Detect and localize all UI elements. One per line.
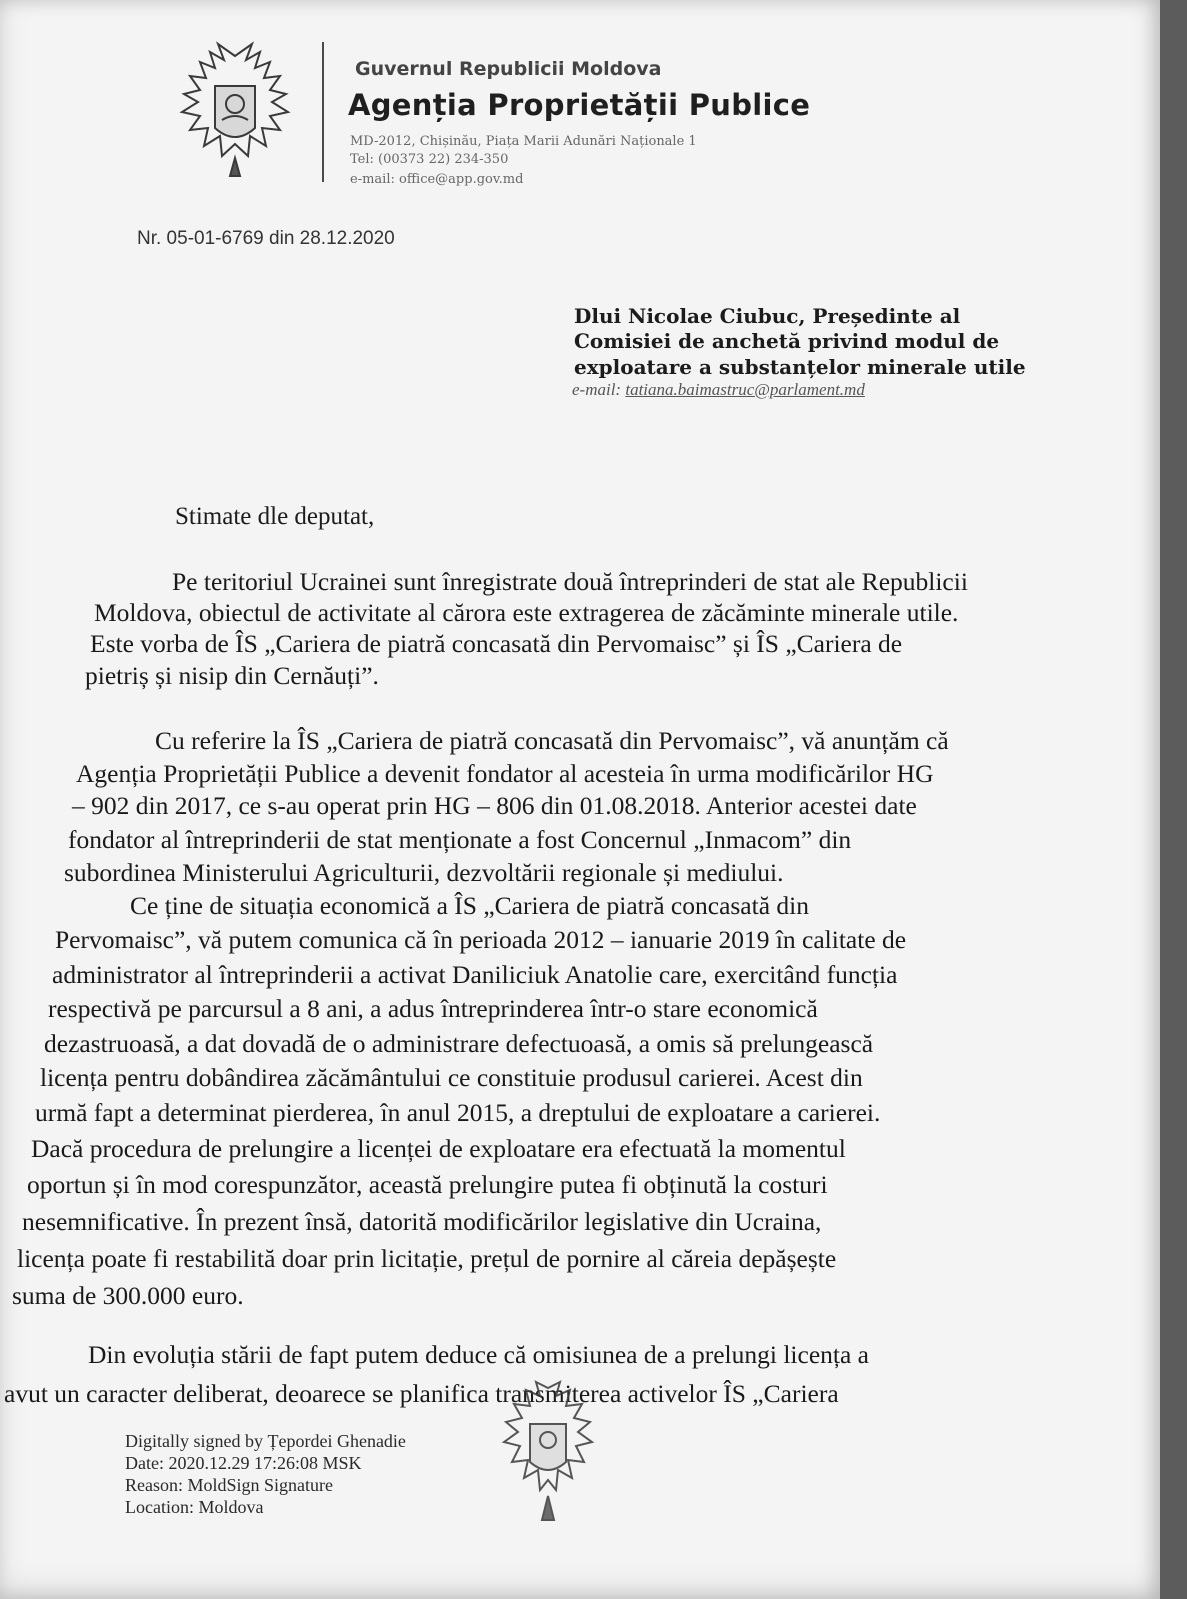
body-line: licența pentru dobândirea zăcământului ce constituie produsul carierei. Acest din xyxy=(40,1063,863,1092)
body-line: Dacă procedura de prelungire a licenței de exploatare era efectuată la momentul xyxy=(31,1134,846,1163)
reference-number: Nr. 05-01-6769 din 28.12.2020 xyxy=(137,228,395,249)
body-line: suma de 300.000 euro. xyxy=(12,1281,244,1310)
greeting: Stimate dle deputat, xyxy=(175,503,375,530)
body-line: oportun și în mod corespunzător, această prelungire putea fi obținută la costuri xyxy=(27,1170,828,1199)
header-divider xyxy=(322,42,324,182)
signature-location: Location: Moldova xyxy=(125,1497,264,1517)
recipient-line: Comisiei de anchetă privind modul de xyxy=(574,329,1000,353)
agency-name: Agenția Proprietății Publice xyxy=(348,88,811,122)
government-name: Guvernul Republicii Moldova xyxy=(355,58,662,80)
coat-of-arms-icon xyxy=(160,38,310,183)
background-edge xyxy=(1160,0,1187,1599)
body-line: Din evoluția stării de fapt putem deduce că omisiunea de a prelungi licența a xyxy=(88,1340,869,1369)
body-line: pietriș și nisip din Cernăuți”. xyxy=(85,661,379,690)
body-line: Agenția Proprietății Publice a devenit fondator al acesteia în urma modificărilor HG xyxy=(76,759,934,788)
body-line: Ce ține de situația economică a ÎS „Cariera de piatră concasată din xyxy=(130,891,809,920)
body-line: Cu referire la ÎS „Cariera de piatră concasată din Pervomaisc”, vă anunțăm că xyxy=(155,726,949,755)
stamp-coat-of-arms-icon xyxy=(488,1378,608,1528)
body-line: urmă fapt a determinat pierderea, în anul 2015, a dreptului de exploatare a carierei. xyxy=(35,1098,881,1127)
body-line: Este vorba de ÎS „Cariera de piatră concasată din Pervomaisc” și ÎS „Cariera de xyxy=(90,629,903,658)
signature-reason: Reason: MoldSign Signature xyxy=(125,1475,333,1495)
body-line: nesemnificative. În prezent însă, datorită modificărilor legislative din Ucraina, xyxy=(22,1207,822,1236)
recipient-line: Dlui Nicolae Ciubuc, Președinte al xyxy=(574,304,961,328)
body-line: Pervomaisc”, vă putem comunica că în perioada 2012 – ianuarie 2019 în calitate de xyxy=(55,925,907,954)
agency-phone: Tel: (00373 22) 234-350 xyxy=(350,152,509,167)
recipient-line: exploatare a substanțelor minerale utile xyxy=(574,355,1026,379)
signature-signer: Digitally signed by Țepordei Ghenadie xyxy=(125,1431,406,1451)
body-line: avut un caracter deliberat, deoarece se planifica transmiterea activelor ÎS „Cariera xyxy=(4,1379,839,1408)
recipient-email xyxy=(572,380,865,400)
body-line: Moldova, obiectul de activitate al cărora este extragerea de zăcăminte minerale utile. xyxy=(94,598,959,627)
body-line: dezastruoasă, a dat dovadă de o administrare defectuoasă, a omis să prelungească xyxy=(44,1029,874,1058)
recipient-email-link[interactable]: tatiana.baimastruc@parlament.md xyxy=(625,380,865,399)
body-line: licența poate fi restabilită doar prin licitație, prețul de pornire al căreia depășește xyxy=(17,1244,837,1273)
body-line: Pe teritoriul Ucrainei sunt înregistrate două întreprinderi de stat ale Republicii xyxy=(172,567,968,596)
body-line: fondator al întreprinderii de stat menționate a fost Concernul „Inmacom” din xyxy=(68,825,852,854)
signature-date: Date: 2020.12.29 17:26:08 MSK xyxy=(125,1453,362,1473)
body-line: subordinea Ministerului Agriculturii, dezvoltării regionale și mediului. xyxy=(64,858,784,887)
agency-email: e-mail: office@app.gov.md xyxy=(350,172,524,187)
body-line: – 902 din 2017, ce s-au operat prin HG – 806 din 01.08.2018. Anterior acestei date xyxy=(72,791,917,820)
agency-address: MD-2012, Chișinău, Piața Marii Adunări Naționale 1 xyxy=(350,134,697,149)
body-line: respectivă pe parcursul a 8 ani, a adus întreprinderea într-o stare economică xyxy=(48,994,818,1023)
body-line: administrator al întreprinderii a activat Daniliciuk Anatolie care, exercitând funcția xyxy=(52,960,898,989)
recipient-email-label: e-mail: xyxy=(572,380,622,399)
